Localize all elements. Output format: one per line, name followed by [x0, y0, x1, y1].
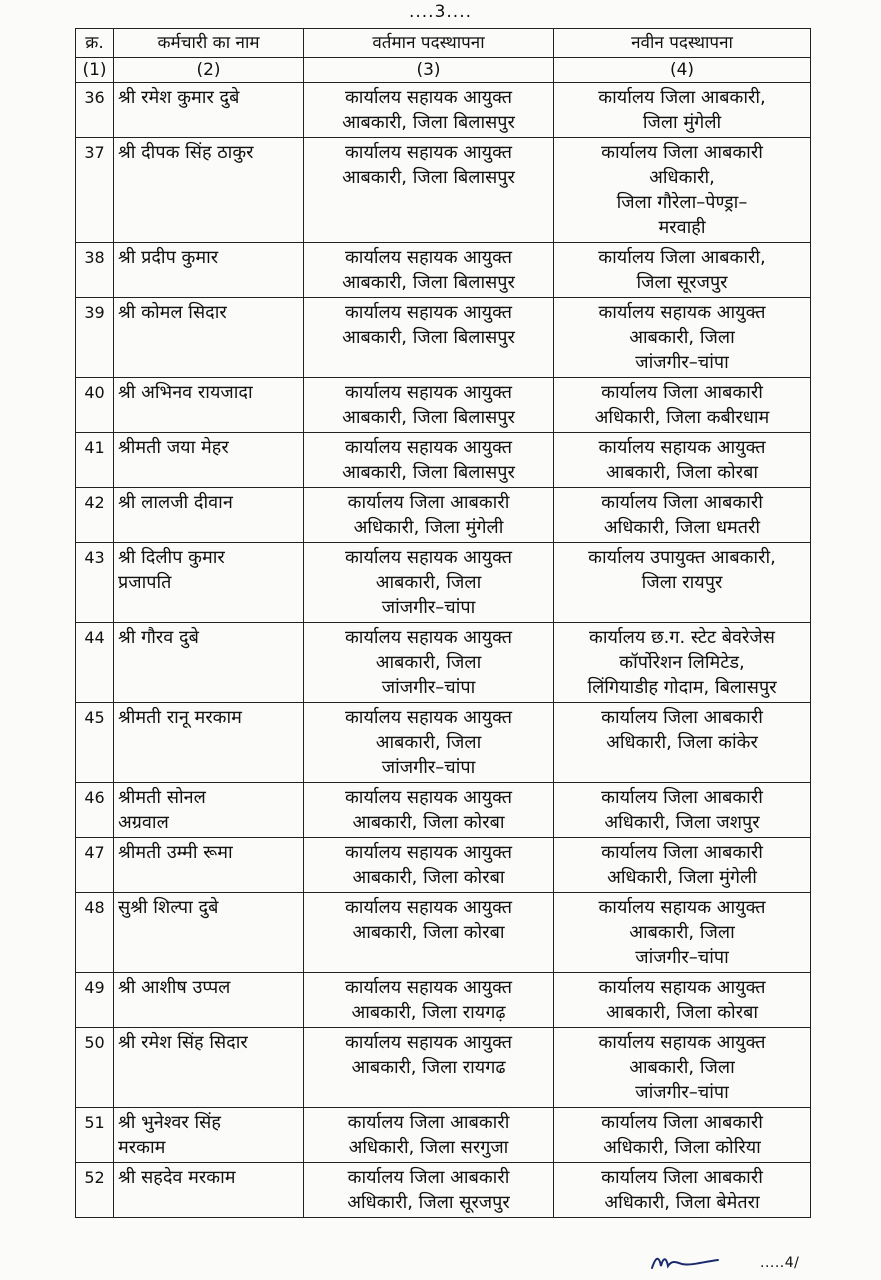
- serial-number: 39: [76, 298, 114, 378]
- serial-number: 42: [76, 488, 114, 543]
- new-posting-line: अधिकारी, जिला धमतरी: [603, 517, 761, 538]
- employee-name-cell: [114, 1163, 304, 1218]
- new-posting-line: आबकारी, जिला कोरबा: [605, 462, 759, 483]
- serial-number: 44: [76, 623, 114, 703]
- current-posting-line: कार्यालय जिला आबकारी: [347, 492, 510, 513]
- current-posting-cell: [304, 1108, 554, 1163]
- new-posting-line: कार्यालय छ.ग. स्टेट बेवरेजेस: [589, 627, 775, 648]
- current-posting-cell: [304, 1163, 554, 1218]
- table-row: [76, 1163, 811, 1218]
- new-posting-cell: [554, 703, 811, 783]
- current-posting-cell: [304, 138, 554, 243]
- new-posting-line: कार्यालय जिला आबकारी: [601, 707, 763, 728]
- new-posting-line: कार्यालय जिला आबकारी,: [598, 247, 766, 268]
- current-posting-cell: [304, 243, 554, 298]
- new-posting-line: आबकारी, जिला: [629, 922, 735, 943]
- table-row: [76, 138, 811, 243]
- current-posting-line: अधिकारी, जिला मुंगेली: [353, 517, 504, 538]
- employee-name-line: श्रीमती सोनल: [118, 787, 206, 808]
- table-row: [76, 893, 811, 973]
- table-row: [76, 973, 811, 1028]
- current-posting-line: कार्यालय सहायक आयुक्त: [344, 627, 513, 648]
- current-posting-line: आबकारी, जिला: [375, 572, 482, 593]
- current-posting-line: कार्यालय सहायक आयुक्त: [344, 842, 513, 863]
- serial-number: 40: [76, 378, 114, 433]
- serial-number: 38: [76, 243, 114, 298]
- new-posting-line: जांजगीर–चांपा: [635, 1082, 729, 1103]
- new-posting-cell: [554, 838, 811, 893]
- new-posting-cell: [554, 83, 811, 138]
- new-posting-line: अधिकारी, जिला कोरिया: [603, 1137, 761, 1158]
- new-posting-line: अधिकारी,: [649, 167, 715, 188]
- table-row: [76, 783, 811, 838]
- new-posting-line: कार्यालय सहायक आयुक्त: [598, 897, 766, 918]
- new-posting-cell: [554, 783, 811, 838]
- employee-name-cell: [114, 543, 304, 623]
- employee-name-line: श्री भुनेश्वर सिंह: [118, 1112, 221, 1133]
- serial-number: 43: [76, 543, 114, 623]
- current-posting-line: आबकारी, जिला बिलासपुर: [342, 327, 515, 348]
- serial-number: 37: [76, 138, 114, 243]
- employee-name-cell: [114, 138, 304, 243]
- current-posting-line: आबकारी, जिला कोरबा: [352, 812, 505, 833]
- current-posting-line: कार्यालय सहायक आयुक्त: [344, 1032, 513, 1053]
- current-posting-cell: [304, 703, 554, 783]
- current-posting-line: कार्यालय सहायक आयुक्त: [344, 142, 513, 163]
- employee-name-line: श्री आशीष उप्पल: [118, 977, 231, 998]
- table-row: [76, 623, 811, 703]
- employee-name-line: श्री लालजी दीवान: [118, 492, 233, 513]
- new-posting-line: अधिकारी, जिला जशपुर: [604, 812, 760, 833]
- table-row: [76, 703, 811, 783]
- signature-mark: [650, 1250, 720, 1274]
- transfer-table: [75, 28, 811, 1218]
- current-posting-cell: [304, 488, 554, 543]
- header-current-posting: वर्तमान पदस्थापना: [304, 29, 554, 58]
- current-posting-line: कार्यालय सहायक आयुक्त: [344, 302, 513, 323]
- current-posting-line: आबकारी, जिला बिलासपुर: [342, 407, 515, 428]
- employee-name-cell: [114, 433, 304, 488]
- current-posting-line: जांजगीर–चांपा: [381, 677, 476, 698]
- employee-name-line: अग्रवाल: [118, 812, 169, 833]
- new-posting-line: कार्यालय जिला आबकारी: [601, 1167, 763, 1188]
- current-posting-line: कार्यालय सहायक आयुक्त: [344, 897, 513, 918]
- employee-name-cell: [114, 298, 304, 378]
- new-posting-line: कार्यालय सहायक आयुक्त: [598, 437, 766, 458]
- new-posting-line: कार्यालय सहायक आयुक्त: [598, 1032, 766, 1053]
- new-posting-line: जिला सूरजपुर: [636, 272, 728, 293]
- employee-name-cell: [114, 623, 304, 703]
- current-posting-line: आबकारी, जिला बिलासपुर: [342, 462, 515, 483]
- employee-name-line: श्री कोमल सिदार: [118, 302, 227, 323]
- header-employee-name: कर्मचारी का नाम: [114, 29, 304, 58]
- employee-name-cell: [114, 973, 304, 1028]
- current-posting-line: कार्यालय सहायक आयुक्त: [344, 437, 513, 458]
- new-posting-line: कार्यालय जिला आबकारी: [601, 382, 763, 403]
- table-row: [76, 838, 811, 893]
- employee-name-cell: [114, 488, 304, 543]
- serial-number: 51: [76, 1108, 114, 1163]
- new-posting-line: लिंगियाडीह गोदाम, बिलासपुर: [587, 677, 777, 698]
- new-posting-cell: [554, 298, 811, 378]
- current-posting-cell: [304, 973, 554, 1028]
- new-posting-cell: [554, 138, 811, 243]
- new-posting-line: जिला गौरेला–पेण्ड्रा–: [616, 192, 748, 213]
- new-posting-line: जिला मुंगेली: [642, 112, 722, 133]
- table-body: [76, 83, 811, 1218]
- employee-name-line: श्री गौरव दुबे: [118, 627, 199, 648]
- table-row: [76, 298, 811, 378]
- current-posting-line: जांजगीर–चांपा: [381, 597, 476, 618]
- current-posting-line: कार्यालय सहायक आयुक्त: [344, 707, 513, 728]
- employee-name-cell: [114, 838, 304, 893]
- current-posting-line: आबकारी, जिला: [375, 652, 482, 673]
- employee-name-line: मरकाम: [118, 1137, 166, 1158]
- table-row: [76, 243, 811, 298]
- current-posting-line: कार्यालय जिला आबकारी: [347, 1112, 510, 1133]
- new-posting-line: कार्यालय सहायक आयुक्त: [598, 977, 766, 998]
- new-posting-cell: [554, 623, 811, 703]
- table-row: [76, 1108, 811, 1163]
- header-serial: क्र.: [76, 29, 114, 58]
- employee-name-line: श्रीमती जया मेहर: [118, 437, 229, 458]
- new-posting-cell: [554, 488, 811, 543]
- new-posting-line: अधिकारी, जिला कांकेर: [606, 732, 758, 753]
- table-row: [76, 378, 811, 433]
- current-posting-cell: [304, 838, 554, 893]
- new-posting-cell: [554, 1108, 811, 1163]
- current-posting-line: कार्यालय सहायक आयुक्त: [344, 977, 513, 998]
- new-posting-cell: [554, 543, 811, 623]
- employee-name-line: प्रजापति: [118, 572, 172, 593]
- header-row: [76, 29, 811, 58]
- new-posting-cell: [554, 893, 811, 973]
- current-posting-cell: [304, 623, 554, 703]
- current-posting-line: कार्यालय सहायक आयुक्त: [344, 247, 513, 268]
- new-posting-cell: [554, 433, 811, 488]
- current-posting-line: आबकारी, जिला: [375, 732, 482, 753]
- new-posting-line: कार्यालय जिला आबकारी: [601, 787, 763, 808]
- employee-name-line: श्री दिलीप कुमार: [118, 547, 225, 568]
- current-posting-line: अधिकारी, जिला सूरजपुर: [347, 1192, 510, 1213]
- current-posting-cell: [304, 433, 554, 488]
- current-posting-cell: [304, 378, 554, 433]
- serial-number: 36: [76, 83, 114, 138]
- current-posting-cell: [304, 893, 554, 973]
- current-posting-line: कार्यालय जिला आबकारी: [347, 1167, 510, 1188]
- column-number-row: [76, 58, 811, 83]
- new-posting-line: आबकारी, जिला: [629, 327, 735, 348]
- page-number-top: ....3....: [408, 2, 473, 22]
- new-posting-line: आबकारी, जिला कोरबा: [605, 1002, 759, 1023]
- new-posting-line: आबकारी, जिला: [629, 1057, 735, 1078]
- current-posting-line: कार्यालय सहायक आयुक्त: [344, 787, 513, 808]
- serial-number: 45: [76, 703, 114, 783]
- employee-name-cell: [114, 1028, 304, 1108]
- current-posting-line: आबकारी, जिला बिलासपुर: [342, 167, 515, 188]
- new-posting-line: कार्यालय जिला आबकारी: [601, 492, 763, 513]
- employee-name-cell: [114, 243, 304, 298]
- current-posting-cell: [304, 83, 554, 138]
- employee-name-cell: [114, 703, 304, 783]
- table-row: [76, 433, 811, 488]
- new-posting-line: अधिकारी, जिला मुंगेली: [607, 867, 757, 888]
- current-posting-line: आबकारी, जिला रायगढ: [351, 1057, 506, 1078]
- page-number-next: .....4/: [760, 1255, 800, 1271]
- serial-number: 47: [76, 838, 114, 893]
- current-posting-line: आबकारी, जिला कोरबा: [352, 867, 505, 888]
- new-posting-line: अधिकारी, जिला बेमेतरा: [604, 1192, 760, 1213]
- column-number: (1): [76, 58, 114, 83]
- employee-name-line: सुश्री शिल्पा दुबे: [118, 897, 219, 918]
- employee-name-line: श्रीमती उम्मी रूमा: [118, 842, 233, 863]
- column-number: (4): [554, 58, 811, 83]
- employee-name-cell: [114, 1108, 304, 1163]
- new-posting-cell: [554, 1163, 811, 1218]
- table-row: [76, 488, 811, 543]
- new-posting-line: कार्यालय सहायक आयुक्त: [598, 302, 766, 323]
- serial-number: 41: [76, 433, 114, 488]
- new-posting-cell: [554, 243, 811, 298]
- serial-number: 48: [76, 893, 114, 973]
- new-posting-line: कार्यालय जिला आबकारी: [601, 142, 763, 163]
- serial-number: 52: [76, 1163, 114, 1218]
- new-posting-cell: [554, 973, 811, 1028]
- current-posting-line: कार्यालय सहायक आयुक्त: [344, 382, 513, 403]
- current-posting-cell: [304, 543, 554, 623]
- employee-name-line: श्री रमेश सिंह सिदार: [118, 1032, 248, 1053]
- employee-name-cell: [114, 783, 304, 838]
- current-posting-line: अधिकारी, जिला सरगुजा: [348, 1137, 509, 1158]
- current-posting-line: जांजगीर–चांपा: [381, 757, 476, 778]
- new-posting-line: जिला रायपुर: [641, 572, 723, 593]
- current-posting-line: कार्यालय सहायक आयुक्त: [344, 87, 513, 108]
- header-new-posting: नवीन पदस्थापना: [554, 29, 811, 58]
- current-posting-line: आबकारी, जिला रायगढ़: [351, 1002, 506, 1023]
- new-posting-line: जांजगीर–चांपा: [635, 947, 729, 968]
- new-posting-cell: [554, 1028, 811, 1108]
- new-posting-line: जांजगीर–चांपा: [635, 352, 729, 373]
- new-posting-cell: [554, 378, 811, 433]
- current-posting-cell: [304, 1028, 554, 1108]
- employee-name-line: श्री सहदेव मरकाम: [118, 1167, 236, 1188]
- column-number: (2): [114, 58, 304, 83]
- new-posting-line: कार्यालय उपायुक्त आबकारी,: [588, 547, 776, 568]
- serial-number: 49: [76, 973, 114, 1028]
- employee-name-cell: [114, 893, 304, 973]
- current-posting-cell: [304, 298, 554, 378]
- new-posting-line: अधिकारी, जिला कबीरधाम: [594, 407, 770, 428]
- employee-name-cell: [114, 378, 304, 433]
- serial-number: 50: [76, 1028, 114, 1108]
- current-posting-line: आबकारी, जिला बिलासपुर: [342, 112, 515, 133]
- table-row: [76, 83, 811, 138]
- employee-name-line: श्री दीपक सिंह ठाकुर: [118, 142, 254, 163]
- new-posting-line: कार्यालय जिला आबकारी: [601, 1112, 763, 1133]
- new-posting-line: कार्यालय जिला आबकारी: [601, 842, 763, 863]
- current-posting-cell: [304, 783, 554, 838]
- table-row: [76, 1028, 811, 1108]
- current-posting-line: कार्यालय सहायक आयुक्त: [344, 547, 513, 568]
- current-posting-line: आबकारी, जिला बिलासपुर: [342, 272, 515, 293]
- current-posting-line: आबकारी, जिला कोरबा: [352, 922, 505, 943]
- new-posting-line: कॉर्पोरेशन लिमिटेड,: [619, 652, 745, 673]
- employee-name-line: श्री अभिनव रायजादा: [118, 382, 253, 403]
- new-posting-line: मरवाही: [658, 217, 706, 238]
- column-number: (3): [304, 58, 554, 83]
- employee-name-line: श्री रमेश कुमार दुबे: [118, 87, 240, 108]
- table-row: [76, 543, 811, 623]
- employee-name-line: श्रीमती रानू मरकाम: [118, 707, 242, 728]
- new-posting-line: कार्यालय जिला आबकारी,: [598, 87, 766, 108]
- serial-number: 46: [76, 783, 114, 838]
- employee-name-cell: [114, 83, 304, 138]
- employee-name-line: श्री प्रदीप कुमार: [118, 247, 219, 268]
